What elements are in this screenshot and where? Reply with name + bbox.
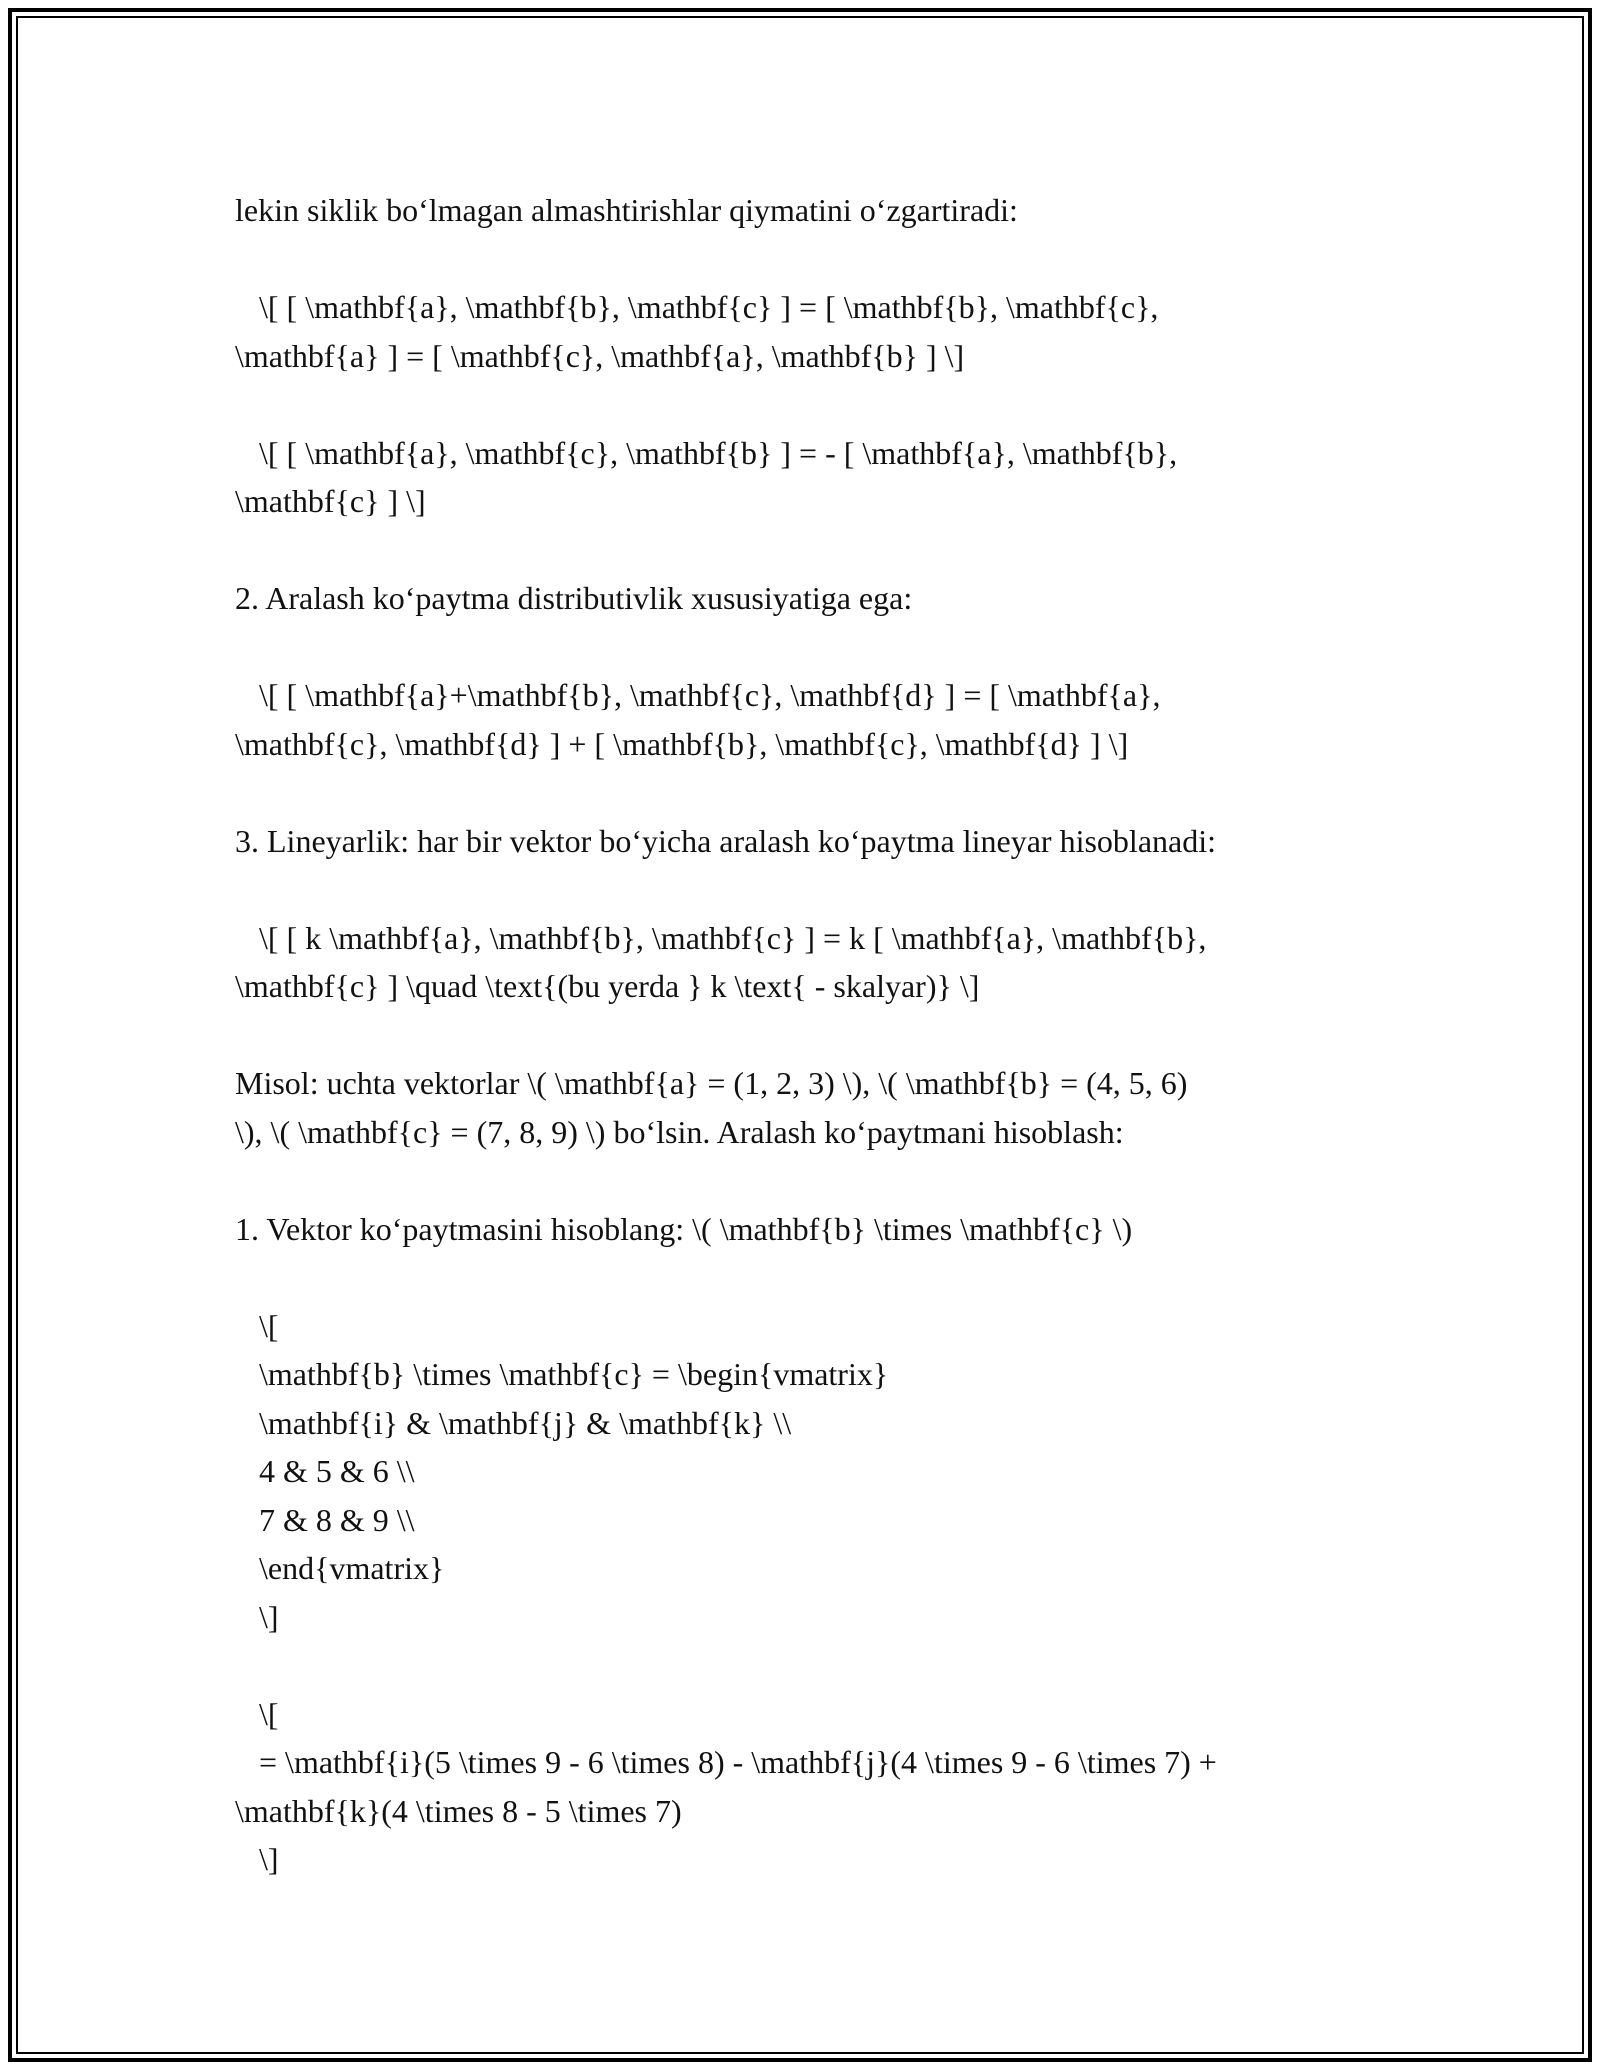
text-line: 7 & 8 & 9 \\ xyxy=(235,1501,415,1538)
text-line: \), \( \mathbf{c} = (7, 8, 9) \) bo‘lsin. Aralash ko‘paytmani hisoblash: xyxy=(235,1113,1124,1150)
blank-line xyxy=(235,526,1385,575)
text-line: \mathbf{c} ] \] xyxy=(235,483,426,519)
blank-line xyxy=(235,623,1385,672)
blank-line xyxy=(235,768,1385,817)
document-body xyxy=(235,186,1385,1884)
text-line: 2. Aralash ko‘paytma distributivlik xususiyatiga ega: xyxy=(235,580,913,616)
text-line: 3. Lineyarlik: har bir vektor bo‘yicha aralash ko‘paytma lineyar hisoblanadi: xyxy=(235,822,1216,859)
text-line: \mathbf{i} & \mathbf{j} & \mathbf{k} \\ xyxy=(235,1404,792,1441)
text-line: \[ [ k \mathbf{a}, \mathbf{b}, \mathbf{c} ] = k [ \mathbf{a}, \mathbf{b}, xyxy=(235,919,1207,956)
text-line: \end{vmatrix} xyxy=(235,1550,445,1586)
text-line: \[ [ \mathbf{a}, \mathbf{c}, \mathbf{b} ] = - [ \mathbf{a}, \mathbf{b}, xyxy=(235,434,1178,471)
text-line: \[ xyxy=(235,1695,279,1732)
text-line: \mathbf{a} ] = [ \mathbf{c}, \mathbf{a}, \mathbf{b} ] \] xyxy=(235,337,965,374)
blank-line xyxy=(235,1641,1385,1690)
text-line: \] xyxy=(235,1841,279,1877)
text-line: \mathbf{k}(4 \times 8 - 5 \times 7) xyxy=(235,1792,682,1829)
blank-line xyxy=(235,865,1385,914)
blank-line xyxy=(235,380,1385,429)
text-line: lekin siklik bo‘lmagan almashtirishlar qiymatini o‘zgartiradi: xyxy=(235,192,1018,228)
text-line: \[ [ \mathbf{a}, \mathbf{b}, \mathbf{c} ] = [ \mathbf{b}, \mathbf{c}, xyxy=(235,289,1159,325)
text-line: 1. Vektor ko‘paytmasini hisoblang: \( \mathbf{b} \times \mathbf{c} \) xyxy=(235,1210,1133,1247)
blank-line xyxy=(235,1011,1385,1060)
text-line: 4 & 5 & 6 \\ xyxy=(235,1453,415,1489)
text-line: = \mathbf{i}(5 \times 9 - 6 \times 8) - \mathbf{j}(4 \times 9 - 6 \times 7) + xyxy=(235,1744,1217,1780)
text-line: \mathbf{c}, \mathbf{d} ] + [ \mathbf{b}, \mathbf{c}, \mathbf{d} ] \] xyxy=(235,725,1129,762)
text-line: Misol: uchta vektorlar \( \mathbf{a} = (1, 2, 3) \), \( \mathbf{b} = (4, 5, 6) xyxy=(235,1065,1188,1101)
blank-line xyxy=(235,1156,1385,1205)
text-line: \] xyxy=(235,1598,279,1635)
blank-line xyxy=(235,1253,1385,1302)
text-line: \[ xyxy=(235,1307,279,1344)
text-line: \mathbf{c} ] \quad \text{(bu yerda } k \text{ - skalyar)} \] xyxy=(235,968,980,1004)
blank-line xyxy=(235,235,1385,284)
text-line: \[ [ \mathbf{a}+\mathbf{b}, \mathbf{c}, \mathbf{d} ] = [ \mathbf{a}, xyxy=(235,677,1161,713)
text-line: \mathbf{b} \times \mathbf{c} = \begin{vmatrix} xyxy=(235,1356,889,1392)
